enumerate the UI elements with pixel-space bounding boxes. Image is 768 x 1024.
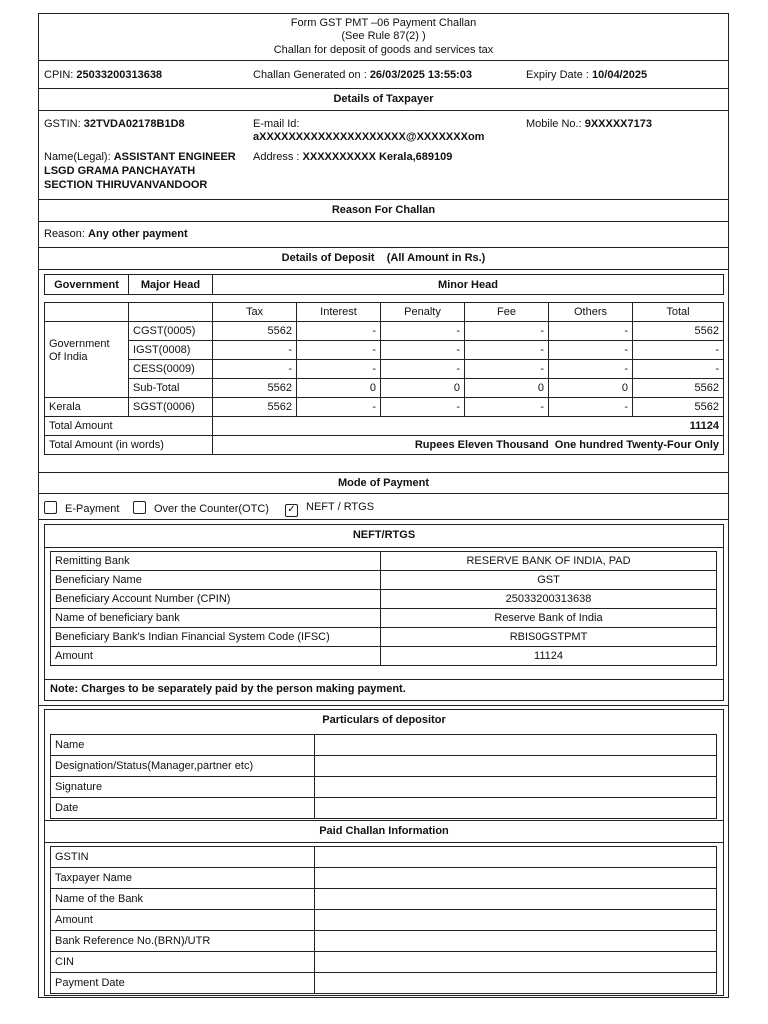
expiry-date: Expiry Date : 10/04/2025 <box>526 69 648 81</box>
col-tax: Tax <box>213 303 297 322</box>
paid-amount-field[interactable] <box>315 910 717 931</box>
deposit-section-title: Details of Deposit (All Amount in Rs.) <box>281 252 486 264</box>
total-amount-label: Total Amount <box>45 417 213 436</box>
depositor-section-title: Particulars of depositor <box>322 714 446 726</box>
taxpayer-section-title: Details of Taxpayer <box>333 93 434 105</box>
deposit-section-header <box>39 248 728 270</box>
paid-date-field[interactable] <box>315 973 717 994</box>
neft-checkbox-checked[interactable]: ✓ <box>285 504 298 517</box>
table-row: Remitting Bank RESERVE BANK OF INDIA, PAD <box>51 552 717 571</box>
mode-section-title: Mode of Payment <box>337 477 430 489</box>
table-row: Beneficiary Bank's Indian Financial System Code (IFSC) RBIS0GSTPMT <box>51 628 717 647</box>
cpin: CPIN: 25033200313638 <box>44 69 163 81</box>
table-row: Government Of India CGST(0005) 5562 - - - - 5562 <box>45 322 724 341</box>
col-others: Others <box>549 303 633 322</box>
table-row: Payment Date <box>51 973 717 994</box>
table-row: Kerala SGST(0006) 5562 - - - - 5562 <box>45 398 724 417</box>
email-value: aXXXXXXXXXXXXXXXXXXXX@XXXXXXXom <box>253 131 485 143</box>
payment-option-epayment[interactable]: E-Payment <box>44 501 119 515</box>
form-rule: (See Rule 87(2) ) <box>341 30 426 42</box>
cpin-row <box>39 61 728 89</box>
gov-india-label: Government Of India <box>45 322 129 398</box>
table-row: Date <box>51 798 717 819</box>
table-row: Beneficiary Account Number (CPIN) 25033200313638 <box>51 590 717 609</box>
total-words-value: Rupees Eleven Thousand One hundred Twenty-Four Only <box>213 436 724 455</box>
kerala-label: Kerala <box>45 398 129 417</box>
major-head: IGST(0008) <box>129 341 213 360</box>
depositor-box <box>44 709 724 996</box>
table-row: Designation/Status(Manager,partner etc) <box>51 756 717 777</box>
table-row: Sub-Total 5562 0 0 0 0 5562 <box>45 379 724 398</box>
deposit-amounts-table <box>44 302 724 455</box>
col-total: Total <box>633 303 724 322</box>
paid-section-title: Paid Challan Information <box>319 825 449 837</box>
mobile: Mobile No.: 9XXXXX7173 <box>526 118 652 130</box>
email-label: E-mail Id: <box>253 118 300 130</box>
neft-box <box>44 524 724 701</box>
total-amount-value: 11124 <box>213 417 724 436</box>
table-row: Bank Reference No.(BRN)/UTR <box>51 931 717 952</box>
table-row: Name <box>51 735 717 756</box>
table-row: Signature <box>51 777 717 798</box>
head-minor: Minor Head <box>213 275 724 295</box>
paid-gstin-field[interactable] <box>315 847 717 868</box>
paid-table <box>50 846 717 994</box>
mode-section-header <box>39 472 728 494</box>
paid-brn-field[interactable] <box>315 931 717 952</box>
gstin-value: 32TVDA02178B1D8 <box>83 118 185 130</box>
epayment-checkbox[interactable] <box>44 501 57 514</box>
mobile-value: 9XXXXX7173 <box>584 118 652 130</box>
legal-name-line1: ASSISTANT ENGINEER <box>113 151 236 163</box>
expiry-value: 10/04/2025 <box>592 69 648 81</box>
gstin: GSTIN: 32TVDA02178B1D8 <box>44 118 185 130</box>
table-row: CIN <box>51 952 717 973</box>
challan-generated: Challan Generated on : 26/03/2025 13:55:03 <box>253 69 472 81</box>
total-words-row <box>45 436 724 455</box>
table-row: Amount <box>51 910 717 931</box>
paid-bank-field[interactable] <box>315 889 717 910</box>
form-header <box>39 14 728 61</box>
taxpayer-details <box>39 111 728 200</box>
amounts-header-row <box>45 303 724 322</box>
reason: Reason: Any other payment <box>44 228 188 240</box>
payment-mode-row <box>39 494 728 520</box>
table-row: CESS(0009) - - - - - - <box>45 360 724 379</box>
total-amount-row <box>45 417 724 436</box>
address-value: XXXXXXXXXX Kerala,689109 <box>302 151 453 163</box>
total-words-label: Total Amount (in words) <box>45 436 213 455</box>
otc-checkbox[interactable] <box>133 501 146 514</box>
depositor-designation-field[interactable] <box>315 756 717 777</box>
reason-row <box>39 222 728 248</box>
payment-option-neft[interactable]: ✓ NEFT / RTGS <box>285 501 374 517</box>
head-major: Major Head <box>129 275 213 295</box>
depositor-signature-field[interactable] <box>315 777 717 798</box>
major-head: CESS(0009) <box>129 360 213 379</box>
col-fee: Fee <box>465 303 549 322</box>
legal-name-line3: SECTION THIRUVANVANDOOR <box>44 179 208 191</box>
neft-table <box>50 551 717 666</box>
col-interest: Interest <box>297 303 381 322</box>
reason-section-title: Reason For Challan <box>331 204 436 216</box>
major-head: Sub-Total <box>129 379 213 398</box>
depositor-table <box>50 734 717 819</box>
cpin-value: 25033200313638 <box>76 69 163 81</box>
major-head: SGST(0006) <box>129 398 213 417</box>
depositor-date-field[interactable] <box>315 798 717 819</box>
payment-option-otc[interactable]: Over the Counter(OTC) <box>133 501 269 515</box>
table-row: GSTIN <box>51 847 717 868</box>
table-row: Amount 11124 <box>51 647 717 666</box>
generated-value: 26/03/2025 13:55:03 <box>369 69 472 81</box>
table-row: Beneficiary Name GST <box>51 571 717 590</box>
reason-section-header <box>39 200 728 222</box>
paid-taxpayer-field[interactable] <box>315 868 717 889</box>
challan-form <box>38 13 729 998</box>
table-row: Name of beneficiary bank Reserve Bank of India <box>51 609 717 628</box>
depositor-name-field[interactable] <box>315 735 717 756</box>
neft-section-title: NEFT/RTGS <box>352 529 416 541</box>
deposit-heads-table <box>44 274 724 295</box>
taxpayer-section-header <box>39 89 728 111</box>
form-subtitle: Challan for deposit of goods and services tax <box>273 44 494 56</box>
table-row: Name of the Bank <box>51 889 717 910</box>
table-row: Taxpayer Name <box>51 868 717 889</box>
col-penalty: Penalty <box>381 303 465 322</box>
form-title: Form GST PMT –06 Payment Challan <box>290 17 477 29</box>
legal-name-line2: LSGD GRAMA PANCHAYATH <box>44 165 196 177</box>
neft-note: Note: Charges to be separately paid by the person making payment. <box>50 683 406 695</box>
legal-name: Name(Legal): ASSISTANT ENGINEER <box>44 151 236 163</box>
head-government: Government <box>45 275 129 295</box>
table-row: IGST(0008) - - - - - - <box>45 341 724 360</box>
paid-cin-field[interactable] <box>315 952 717 973</box>
major-head: CGST(0005) <box>129 322 213 341</box>
reason-value: Any other payment <box>88 228 188 240</box>
address: Address : XXXXXXXXXX Kerala,689109 <box>253 151 453 163</box>
